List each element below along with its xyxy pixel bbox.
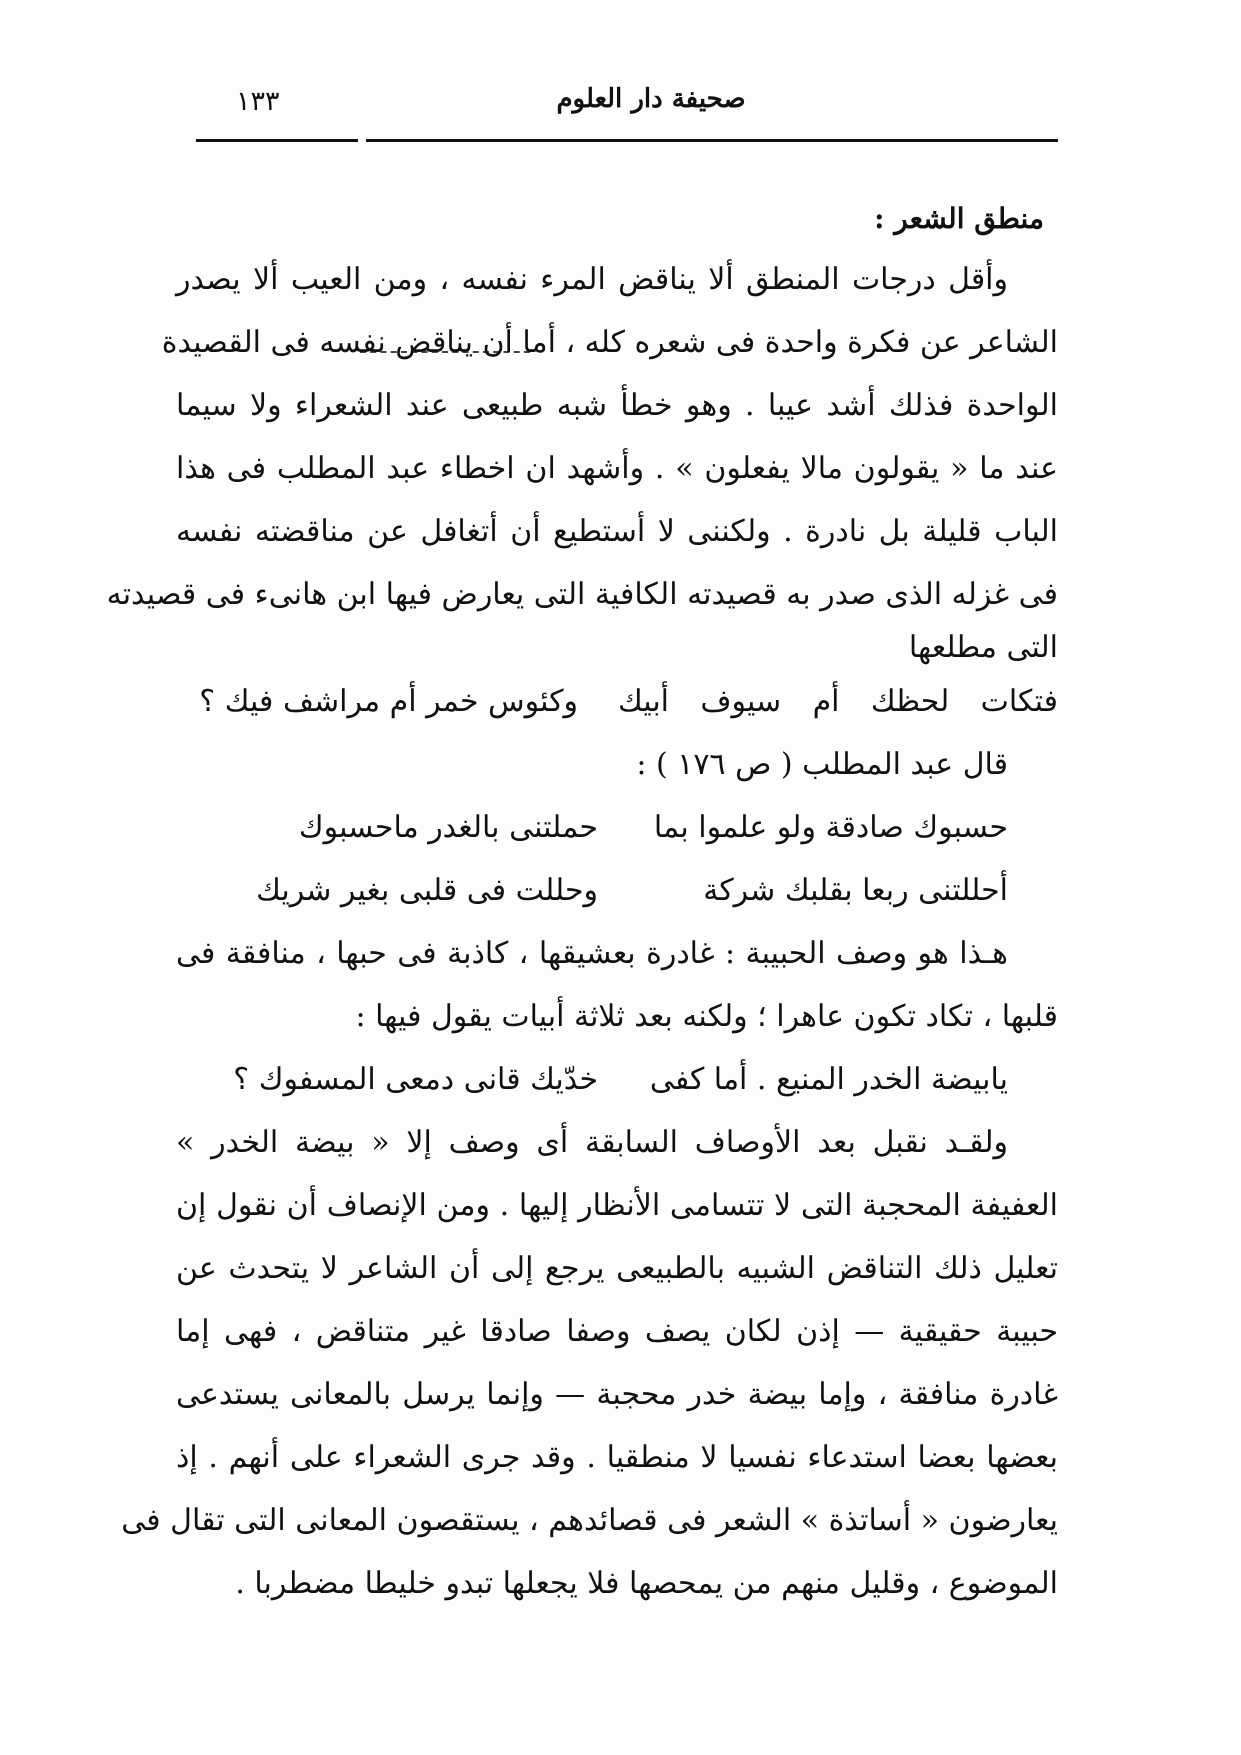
verse-hemistich: خدّيك قانى دمعى المسفوك ؟ [233,1062,598,1097]
verse-hemistich: وحللت فى قلبى بغير شريك [256,873,598,908]
paragraph-3 [121,1111,1058,1615]
verse-hemistich: أحللتنى ربعا بقلبك شركة [703,873,1008,908]
text-line: فى غزله الذى صدر به قصيدته الكافية التى يعارض فيها ابن هانىء فى قصيدته [106,577,1058,612]
text-line: الشاعر عن فكرة واحدة فى شعره كله ، أما أن يناقض نفسه فى القصيدة [161,325,1058,360]
text-line: غادرة منافقة ، وإما بيضة خدر محجبة — وإنما يرسل بالمعانى يستدعى [176,1377,1058,1412]
verse-hemistich: وكئوس خمر أم مراشف فيك ؟ [199,684,578,719]
verse-line [176,1048,1058,1111]
text-line: ولقـد نقبل بعد الأوصاف السابقة أى وصف إلا « بيضة الخدر » [176,1125,1008,1160]
text-line: العفيفة المحجبة التى لا تتسامى الأنظار إليها . ومن الإنصاف أن نقول إن [176,1188,1058,1223]
text-line: الموضوع ، وقليل منهم من يمحصها فلا يجعلها تبدو خليطا مضطربا . [235,1566,1058,1601]
page-number: ١٣٣ [236,86,280,117]
quote-intro: قال عبد المطلب ( ص ١٧٦ ) : [636,747,1008,782]
text-line: تعليل ذلك التناقض الشبيه بالطبيعى يرجع إلى أن الشاعر لا يتحدث عن [176,1251,1058,1286]
text-line: وأقل درجات المنطق ألا يناقض المرء نفسه ، ومن العيب ألا يصدر [176,262,1008,297]
verse-hemistich: يابيضة الخدر المنيع . أما كفى [649,1062,1008,1097]
text-line: عند ما « يقولون مالا يفعلون » . وأشهد ان اخطاء عبد المطلب فى هذا [176,451,1058,486]
body-text [106,190,1058,1615]
text-line: بعضها بعضا استدعاء نفسيا لا منطقيا . وقد جرى الشعراء على أنهم . إذ [176,1440,1058,1475]
text-line: التى مطلعها [908,630,1058,665]
page-header [196,84,1058,124]
section-heading: منطق الشعر : [874,202,1044,235]
verse-hemistich: فتكات لحظك أم سيوف أبيك [618,684,1058,719]
text-line: الباب قليلة بل نادرة . ولكننى لا أستطيع أن أتغافل عن مناقضته نفسه [176,514,1058,549]
verse-line [176,796,1058,859]
verse-line [176,859,1058,922]
header-rule-left [196,139,358,142]
paragraph-2 [176,922,1058,1048]
text-line: هـذا هو وصف الحبيبة : غادرة بعشيقها ، كاذبة فى حبها ، منافقة فى [176,936,1008,971]
text-line: قلبها ، تكاد تكون عاهرا ؛ ولكنه بعد ثلاثة أبيات يقول فيها : [355,999,1058,1034]
verse-hemistich: حسبوك صادقة ولو علموا بما [653,810,1008,845]
verse-line [176,670,1058,733]
verse-hemistich: حملتنى بالغدر ماحسبوك [298,810,598,845]
running-title: صحيفة دار العلوم [556,84,746,114]
header-rule-right [366,139,1058,142]
text-line: حبيبة حقيقية — إذن لكان يصف وصفا صادقا غير متناقض ، فهى إما [176,1314,1058,1349]
paragraph-1 [106,248,1058,670]
text-line: الواحدة فذلك أشد عيبا . وهو خطأ شبه طبيعى عند الشعراء ولا سيما [176,388,1058,423]
text-line: يعارضون « أساتذة » الشعر فى قصائدهم ، يستقصون المعانى التى تقال فى [121,1503,1058,1538]
